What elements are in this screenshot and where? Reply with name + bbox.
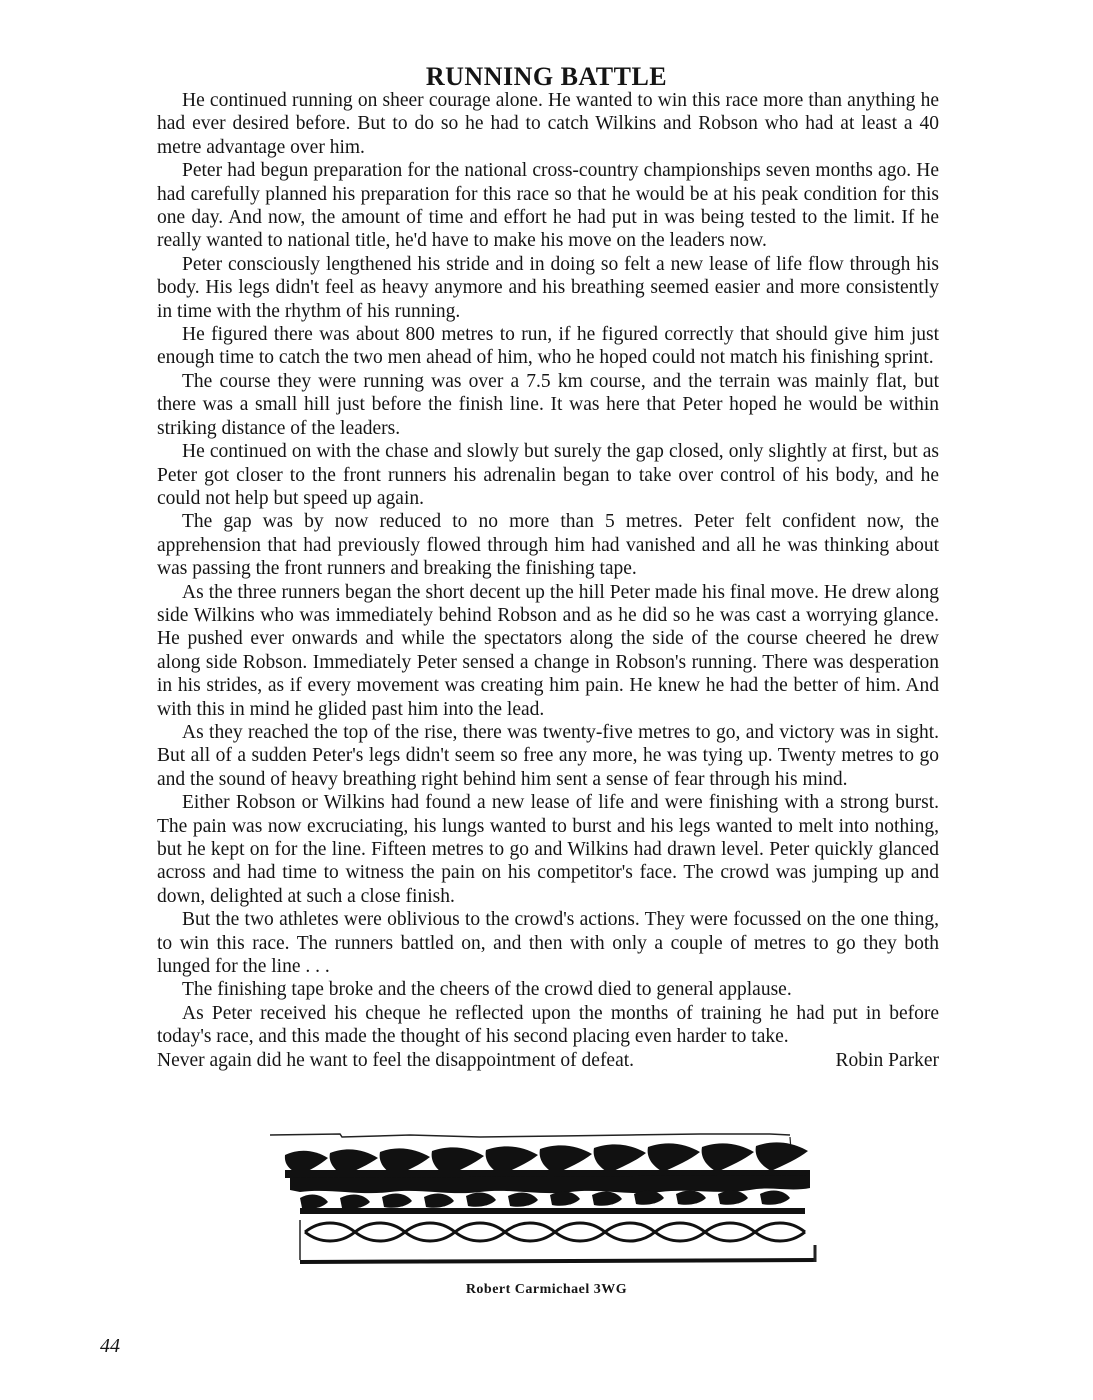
page-title: RUNNING BATTLE — [425, 62, 668, 91]
paragraph-11: But the two athletes were oblivious to the crowd's actions. They were focussed on the one thing, to win this race. The runners battled on, and then with only a couple of metres to go they both lunged for the line . . . — [157, 909, 939, 978]
artwork-top-rule — [270, 1134, 790, 1137]
page-number: 44 — [100, 1335, 120, 1357]
artwork-bottom-rule — [300, 1258, 815, 1264]
paragraph-1: He continued running on sheer courage alone. He wanted to win this race more than anything he had ever desired before. But to do so he had to catch Wilkins and Robson who had at least a 40 metre advantage over him. — [157, 90, 939, 158]
paragraph-6: He continued on with the chase and slowly but surely the gap closed, only slightly at first, but as Peter got closer to the front runners his adrenalin began to take over control of his body, and he could not help but speed up again. — [157, 441, 939, 509]
wave-band-1 — [285, 1142, 810, 1193]
paragraph-3: Peter consciously lengthened his stride and in doing so felt a new lease of life flow through his body. His legs didn't feel as heavy anymore and his breathing seemed easier and more consistently in time with the rhythm of his running. — [157, 253, 939, 322]
wave-band-3 — [305, 1223, 805, 1241]
paragraph-10: Either Robson or Wilkins had found a new lease of life and were finishing with a strong burst. The pain was now excruciating, his lungs wanted to burst and his legs wanted to melt into nothing, but he kept on for the line. Fifteen metres to go and Wilkins had drawn level. Peter quickly glanced across and had time to witness the pain on his competitor's face. The crowd was jumping up and down, delighted at such a close finish. — [157, 792, 939, 907]
wave-pattern-artwork — [270, 1120, 830, 1290]
paragraph-13: As Peter received his cheque he reflected upon the months of training he had put in before today's race, and this made the thought of his second placing even harder to take. — [157, 1002, 939, 1048]
author-name: Robin Parker — [835, 1049, 939, 1071]
paragraph-4: He figured there was about 800 metres to run, if he figured correctly that should give him just enough time to catch the two men ahead of him, who he hoped could not match his finishing sprint. — [157, 324, 939, 369]
paragraph-9: As they reached the top of the rise, there was twenty-five metres to go, and victory was in sight. But all of a sudden Peter's legs didn't seem so free any more, he was tying up. Twenty metres to go and the sound of heavy breathing right behind him sent a sense of fear through his mind. — [157, 721, 939, 790]
signoff-line — [157, 1049, 939, 1072]
wave-band-2 — [300, 1191, 805, 1214]
paragraph-5: The course they were running was over a 7.5 km course, and the terrain was mainly flat, but there was a small hill just before the finish line. It was here that Peter hoped he would be within striking distance of the leaders. — [157, 370, 939, 439]
closing-sentence: Never again did he want to feel the disappointment of defeat. — [157, 1049, 635, 1071]
paragraph-12: The finishing tape broke and the cheers of the crowd died to general applause. — [182, 979, 792, 1001]
artwork-caption: Robert Carmichael 3WG — [465, 1282, 628, 1297]
paragraph-8: As the three runners began the short decent up the hill Peter made his final move. He drew along side Wilkins who was immediately behind Robson and as he did so he was cast a worrying glance. He pushed ever onwards and while the spectators along the side of the course cheered he drew along side Robson. Immediately Peter sensed a change in Robson's running. There was desperation in his strides, as if every movement was creating him pain. He knew he had the better of him. And with this in mind he glided past him into the lead. — [157, 581, 939, 720]
paragraph-7: The gap was by now reduced to no more than 5 metres. Peter felt confident now, the apprehension that had previously flowed through him had vanished and all he was thinking about was passing the front runners and breaking the finishing tape. — [157, 511, 939, 580]
article-body — [157, 89, 939, 1072]
paragraph-2: Peter had begun preparation for the national cross-country championships seven months ago. He had carefully planned his preparation for this race so that he would be at his peak condition for this one day. And now, the amount of time and effort he had put in was being tested to the limit. If he really wanted to national title, he'd have to make his move on the leaders now. — [157, 160, 939, 252]
